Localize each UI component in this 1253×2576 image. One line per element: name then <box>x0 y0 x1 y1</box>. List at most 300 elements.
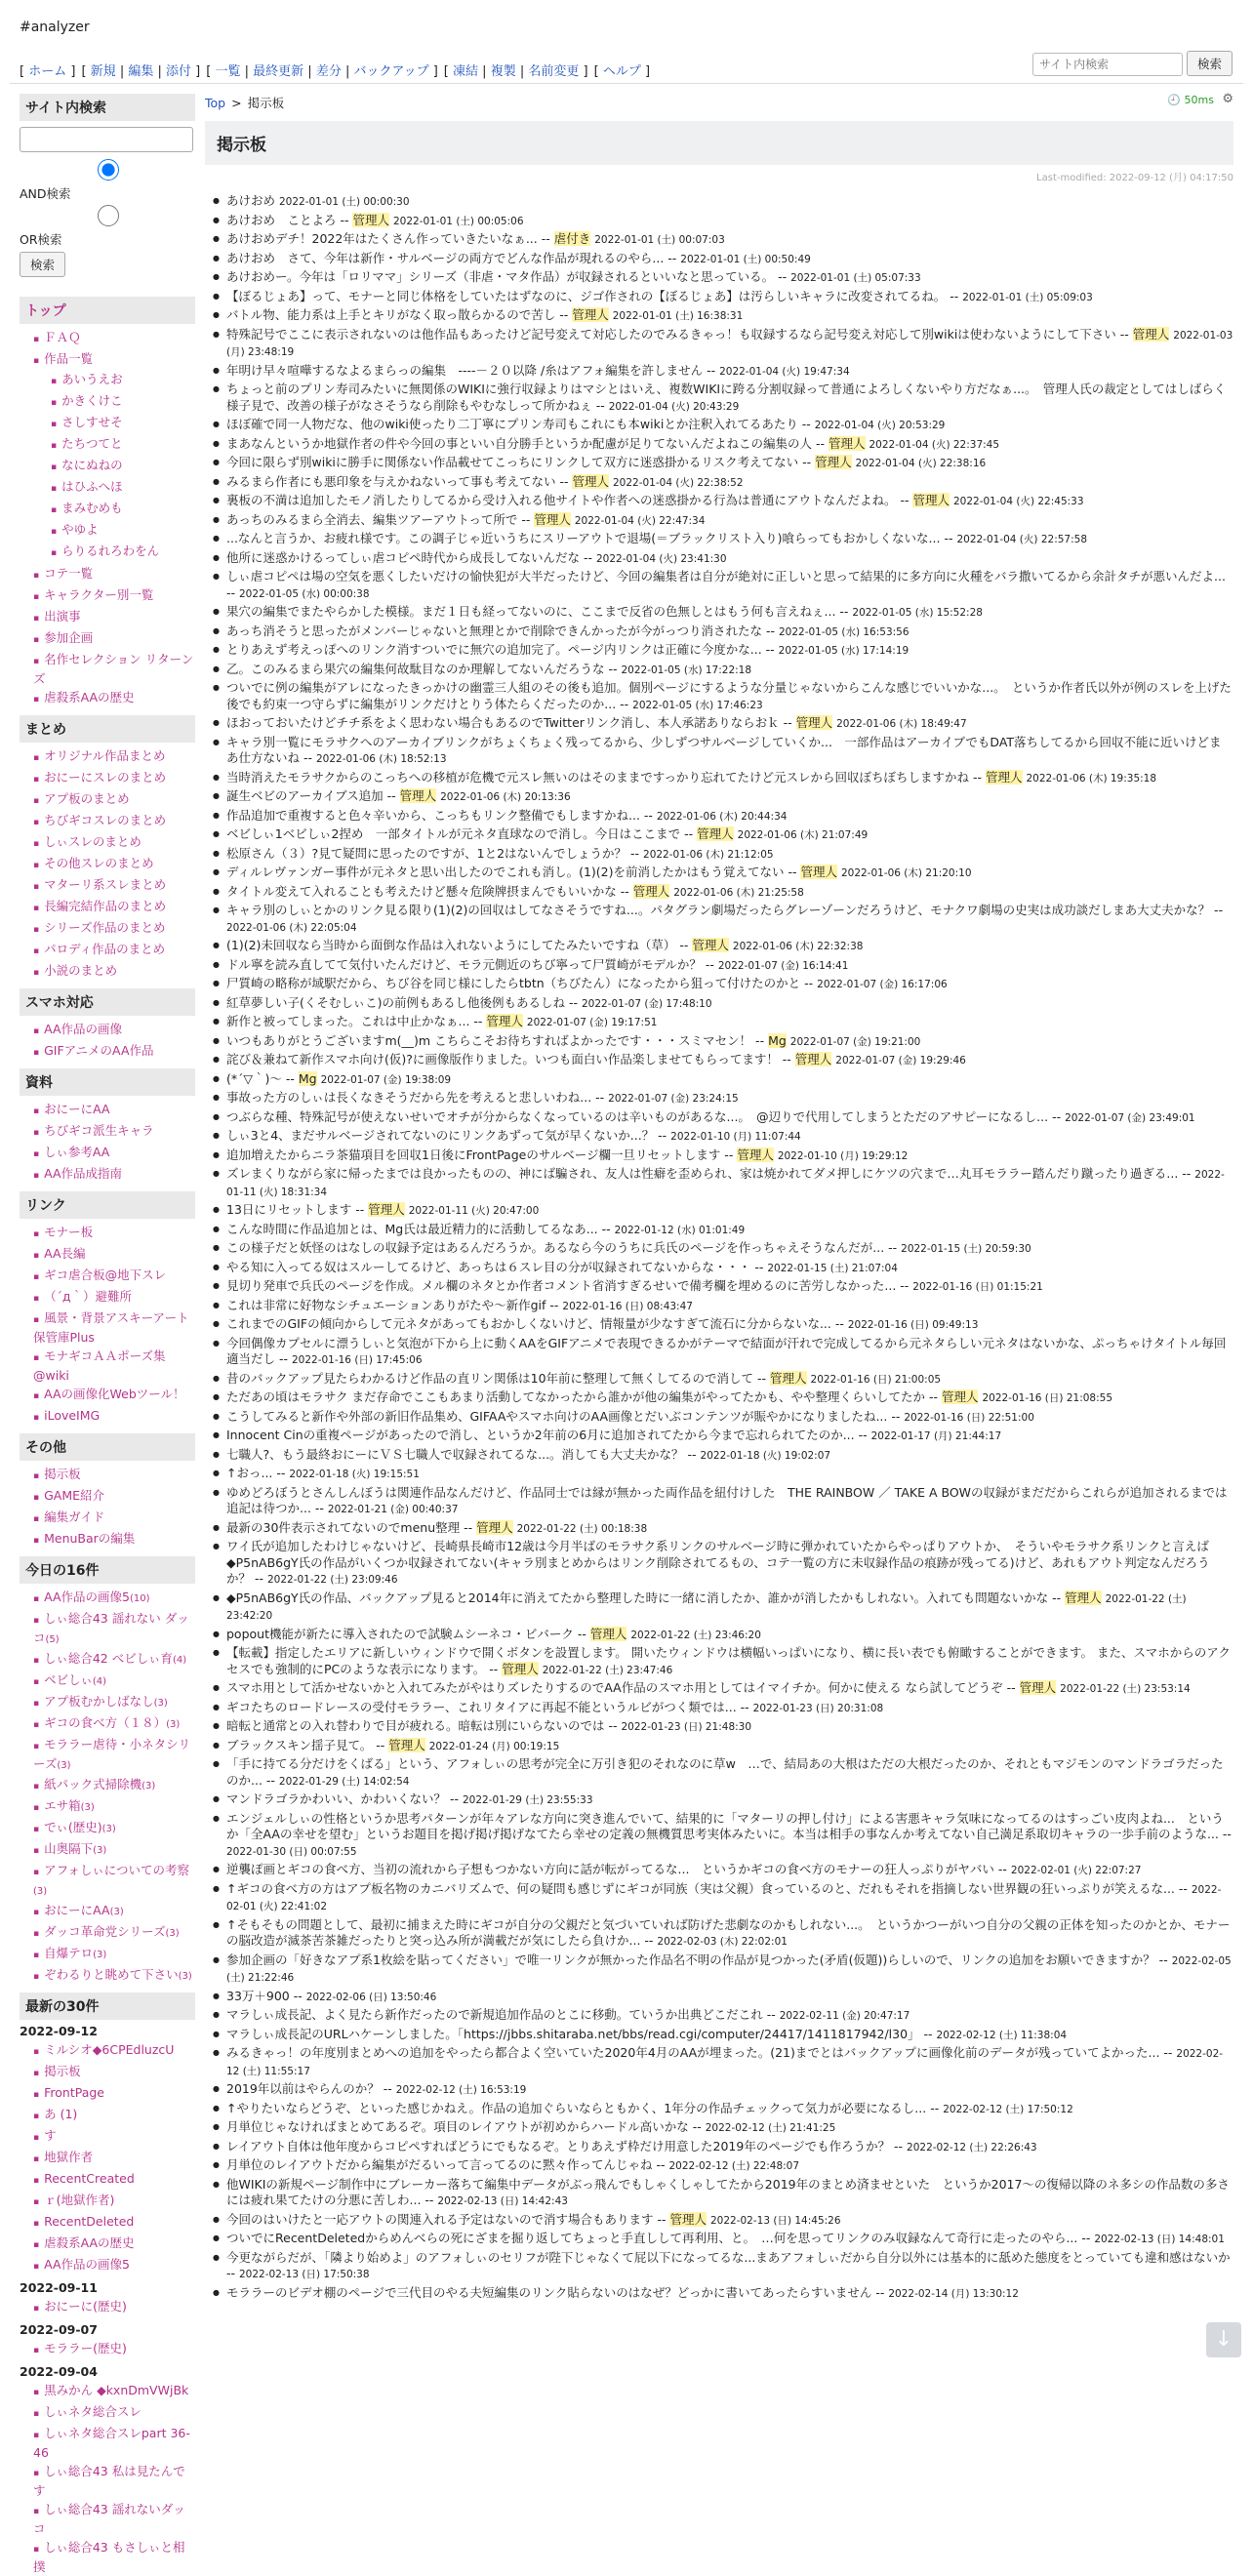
comment-item <box>226 382 1233 415</box>
comment-timestamp: 2022-01-01 (土) 16:38:31 <box>612 310 744 322</box>
comment-timestamp: 2022-01-12 (水) 01:01:49 <box>614 1224 746 1236</box>
sidebar-item <box>33 2234 195 2255</box>
commenter-name[interactable]: 虐付き <box>553 231 591 246</box>
commenter-name[interactable]: 管理人 <box>486 1014 523 1028</box>
sidebar-link[interactable]: らりるれろわをん <box>61 543 160 558</box>
site-search-button[interactable]: 検索 <box>1187 51 1233 76</box>
comment-text: ズレまくりながら家に帰ったまでは良かったものの、神にば騙され、友人は性癖を歪められ、家は焼かれてダメ押しにケツの穴まで…丸耳モララー踏んだり蹴ったり過ぎる... -- <box>226 1166 1195 1181</box>
comment-text: ほぼ確で同一人物だな、他のwiki使ったり二丁寧にプリン寿司もこれにも本wikiとか注釈入れてるあたり -- <box>226 417 815 431</box>
comment-item <box>226 231 1233 249</box>
comment-text: 七職人?、もう最終おにーにＶＳ七職人で収録されてるな...。消しても大丈夫かな？ -- <box>226 1446 701 1462</box>
commenter-name[interactable]: 管理人 <box>770 1370 807 1386</box>
menu-item-link[interactable]: 差分 <box>315 64 342 79</box>
comment-text: やる知に入ってる奴はスルーしてるけど、あっちは６スレ目の分が収録されてないからな・・・ -- <box>226 1259 768 1274</box>
comment-item <box>226 1014 1233 1031</box>
sidebar-link[interactable]: 名作セレクション リターンズ <box>33 652 194 686</box>
commenter-name[interactable]: 管理人 <box>795 715 833 730</box>
sidebar-item <box>33 688 195 709</box>
comment-timestamp: 2022-01-06 (木) 21:07:49 <box>737 829 869 841</box>
sidebar-item <box>33 2297 195 2318</box>
sidebar-link[interactable]: AA作品の画像 <box>44 1022 123 1036</box>
comment-timestamp: 2022-01-18 (火) 19:15:51 <box>289 1469 420 1480</box>
sidebar-link[interactable]: マターリ系スレまとめ <box>44 877 167 892</box>
commenter-name[interactable]: 管理人 <box>737 1147 774 1162</box>
comment-text: 【転載】指定したエリアに新しいウィンドウで開くボタンを設置します。 開いたウィンドウは横幅いっぱいになり、横に長い表でも俯瞰することができます。 また、スマホからのアクセスでも強制的にPCのような表示になります。 -- <box>226 1645 1231 1676</box>
comment-text: しぃ虐コピペは場の空気を悪くしたいだけの愉快犯が大半だったけど、今回の編集者は自分が絶対に正しいと思って結果的に多方向に火種をバラ撒いてるから余計タチが悪いんだよ... -- <box>226 569 1226 600</box>
sidebar-item <box>33 1588 195 1609</box>
comment-item <box>226 1862 1233 1879</box>
sidebar-item <box>33 1796 195 1818</box>
sidebar-link[interactable]: おにーにスレのまとめ <box>44 770 167 785</box>
menu-bar <box>20 60 656 79</box>
sidebar-link[interactable]: ベビしぃ <box>44 1672 93 1687</box>
sidebar-link[interactable]: シリーズ作品のまとめ <box>44 920 166 935</box>
sidebar-link[interactable]: ぞわるりと眺めて下さい <box>44 1967 179 1982</box>
menu-group: [ ヘルプ ] <box>593 64 651 79</box>
comment-item <box>226 1520 1233 1538</box>
sidebar-link[interactable]: ｒ(地獄作者) <box>44 2193 115 2207</box>
commenter-name[interactable]: 管理人 <box>815 455 852 469</box>
sidebar-item <box>33 1121 195 1143</box>
sidebar-link[interactable]: 掲示板 <box>44 2064 81 2078</box>
sidebar-link[interactable]: 虐殺系AAの歴史 <box>44 690 135 704</box>
comment-item <box>226 1090 1233 1107</box>
sidebar-list <box>20 1223 195 1428</box>
comment-text: 他所に迷惑かけるってしぃ虐コピペ時代から成長してないんだな -- <box>226 549 596 565</box>
comment-item <box>226 846 1233 864</box>
sidebar-link[interactable]: その他スレのまとめ <box>44 856 154 870</box>
comment-timestamp: 2022-01-15 (土) 21:07:04 <box>767 1262 898 1274</box>
sidebar-link[interactable]: モララー虐待・小ネタシリーズ <box>33 1737 191 1771</box>
comment-timestamp: 2022-01-06 (木) 22:32:38 <box>732 941 864 952</box>
comment-text: 2019年以前はやらんのか？ -- <box>226 2081 396 2096</box>
sidebar-link[interactable]: 出演事 <box>44 609 81 624</box>
comment-timestamp: 2022-01-07 (金) 16:17:06 <box>817 979 948 990</box>
sidebar-item <box>33 328 195 349</box>
sidebar-item <box>33 1839 195 1861</box>
comment-text: あけおめデチ！2022年はたくさん作っていきたいなぁ... -- <box>226 231 554 246</box>
sidebar-link[interactable]: しぃスレのまとめ <box>44 834 141 849</box>
comment-item <box>226 289 1233 306</box>
commenter-name[interactable]: 管理人 <box>589 1626 627 1641</box>
comment-timestamp: 2022-01-16 (日) 21:00:05 <box>810 1373 942 1386</box>
sidebar-link[interactable]: さしすせそ <box>61 415 123 429</box>
commenter-name[interactable]: 管理人 <box>572 307 609 322</box>
commenter-name[interactable]: 管理人 <box>669 2211 707 2227</box>
comment-text: 13日にリセットします -- <box>226 1202 369 1217</box>
comment-timestamp: 2022-01-16 (日) 22:51:00 <box>904 1411 1034 1424</box>
comment-text: 新作と被ってしまった。これは中止かなぁ... -- <box>226 1014 487 1028</box>
comment-text: ◆P5nAB6gY氏の作品、バックアップ見ると2014年に消えてたから整理した時に一緒に消したか、誰かが消したかもしれない。入れても問題ないかな -- <box>226 1590 1066 1605</box>
comment-text: 昔のバックアップ見たらわかるけど作品の直リン関係は10年前に整理して無くしてるので消して -- <box>226 1370 771 1386</box>
comment-item <box>226 1202 1233 1220</box>
comment-text: 月単位のレイアウトだから編集がだるいって言ってるのに黙々作ってんじゃね -- <box>226 2157 669 2172</box>
sidebar-link[interactable]: GIFアニメのAA作品 <box>44 1043 154 1058</box>
comment-timestamp: 2022-01-10 (月) 19:29:12 <box>777 1149 909 1162</box>
page-title: 掲示板 <box>205 121 1233 165</box>
item-count: (3) <box>178 1971 192 1982</box>
recent-date: 2022-09-07 <box>20 2322 98 2337</box>
comment-text: こうしてみると新作や外部の新旧作品集め、GIFAAやスマホ向けのAA画像とだいぶコンテンツが賑やかになりましたね... -- <box>226 1408 905 1424</box>
sidebar-link[interactable]: 長編完結作品のまとめ <box>44 899 167 913</box>
sidebar-item <box>33 1486 195 1508</box>
sidebar-link[interactable]: AA作品の画像5 <box>44 1590 131 1604</box>
sidebar-item <box>33 1164 195 1186</box>
comment-list <box>205 193 1233 2302</box>
sidebar-link[interactable]: 参加企画 <box>44 630 94 645</box>
commenter-name[interactable]: 管理人 <box>794 1052 832 1067</box>
comment-item <box>226 2045 1233 2079</box>
sidebar-link[interactable]: キャラクター別一覧 <box>44 587 154 602</box>
sidebar-link[interactable]: AA長編 <box>44 1246 86 1261</box>
comment-text: 詫び＆兼ねて新作スマホ向け(仮)?に画像版作りました。いつも面白い作品楽しませてもらってます！ -- <box>226 1052 795 1067</box>
comment-text: 追加増えたからニラ茶猫項目を回収1日後にFrontPageのサルベージ欄一旦リセットします -- <box>226 1147 738 1162</box>
comment-text: ↑おっ... -- <box>226 1466 290 1480</box>
comment-item <box>226 957 1233 975</box>
comment-item <box>226 2119 1233 2137</box>
comment-item <box>226 1447 1233 1465</box>
sidebar-link[interactable]: ちびギコ派生キャラ <box>44 1123 154 1138</box>
commenter-name[interactable]: 管理人 <box>800 865 837 879</box>
commenter-name[interactable]: Mg <box>768 1032 787 1048</box>
sidebar-item <box>33 650 195 688</box>
commenter-name[interactable]: 管理人 <box>572 473 609 489</box>
sidebar-link[interactable]: 作品一覧 <box>44 351 94 366</box>
comment-text: ついでにRecentDeletedからめんべらの死にざまを掘り返してちょっと手直しして再利用、と。 …何を思ってリンクのみ収録なんて奇行に走ったのやら... -- <box>226 2231 1095 2245</box>
comment-item <box>226 417 1233 434</box>
sidebar-link[interactable]: はひふへほ <box>61 479 123 494</box>
sidebar-link[interactable]: アプ板むかしばなし <box>44 1694 154 1709</box>
comment-item <box>226 662 1233 679</box>
sidebar-item <box>51 456 195 477</box>
sidebar-item <box>33 918 195 940</box>
sidebar-link[interactable]: パロディ作品のまとめ <box>44 942 166 956</box>
sidebar-link[interactable]: しぃネタ総合スレ <box>44 2404 141 2419</box>
item-count: (3) <box>93 1950 107 1960</box>
sidebar-link[interactable]: ギコの食べ方（１８） <box>44 1715 167 1730</box>
sidebar-link[interactable]: 山奥隔下 <box>44 1841 94 1856</box>
menu-group: [ 一覧 | 最終更新 | 差分 | バックアップ ] <box>206 64 438 79</box>
sidebar-link[interactable]: 自爆テロ <box>44 1946 94 1960</box>
menu-item-link[interactable]: ヘルプ <box>602 64 641 79</box>
sidebar-link[interactable]: オリジナル作品まとめ <box>44 748 166 763</box>
commenter-name[interactable]: 管理人 <box>692 938 729 952</box>
comment-item <box>226 1371 1233 1389</box>
comment-timestamp: 2022-02-12 (土) 22:48:07 <box>668 2160 800 2172</box>
menu-item-link[interactable]: ホーム <box>28 64 67 79</box>
site-search-input[interactable] <box>1032 53 1183 76</box>
comment-text: エンジェルしぃの性格というか思考パターンが年々アレな方向に突き進んでいて、結果的に「マターリの押し付け」による害悪キャラ気味になってるのはすっごい皮肉よね... というか「全AAの幸せを望む」というお題目を掲げ掲げ掲げなてたら幸せの定義の無機質思考実体みたいに。本当は相手の事なんか考えてない自己満足系取切キャラの一歩手前のような... -- <box>226 1810 1232 1841</box>
sidebar-item <box>33 1020 195 1041</box>
comment-text: ドル寧を読み直してて気付いたんだけど、モラ元側近のちび寧って尸質崎がモデルか？ -- <box>226 956 718 972</box>
sidebar-link[interactable]: おにーにAA <box>44 1903 110 1917</box>
sidebar-link[interactable]: す <box>44 2128 57 2143</box>
menu-item-link[interactable]: 複製 <box>490 64 516 79</box>
commenter-name[interactable]: 管理人 <box>388 1737 425 1752</box>
sidebar-link[interactable]: モララー(歴史) <box>44 2341 127 2355</box>
comment-text: しぃ3と4、まだサルベージされてないのにリンクあずって気が早くないか...？ -- <box>226 1128 671 1143</box>
sidebar-item <box>33 1308 195 1347</box>
sidebar-list <box>20 1465 195 1550</box>
comment-timestamp: 2022-02-13 (日) 14:45:26 <box>709 2214 841 2227</box>
comment-text: 乙。このみるまら果穴の編集何故駄目なのか理解してないんだろうな -- <box>226 661 622 676</box>
comment-text: 今回に限らず別wikiに勝手に関係ない作品載せてこっちにリンクして双方に迷惑掛かるリスク考えてない -- <box>226 455 816 469</box>
comment-item <box>226 213 1233 230</box>
sidebar-item <box>33 1406 195 1428</box>
sidebar-item <box>33 1287 195 1308</box>
comment-item <box>226 1260 1233 1277</box>
sidebar-link[interactable]: まみむめも <box>61 501 123 515</box>
sidebar-link[interactable]: しぃ総合43 謡れないダッコ <box>33 2502 185 2536</box>
sidebar-link[interactable]: 紙パック式掃除機 <box>44 1777 142 1791</box>
commenter-name[interactable]: 管理人 <box>399 788 437 803</box>
comment-timestamp: 2022-01-06 (木) 20:13:36 <box>440 791 571 803</box>
commenter-name[interactable]: 管理人 <box>502 1661 539 1676</box>
sidebar-link[interactable]: 地獄作者 <box>44 2150 94 2164</box>
comment-timestamp: 2022-01-04 (火) 22:57:58 <box>956 534 1087 545</box>
commenter-name[interactable]: 管理人 <box>1132 326 1170 342</box>
sidebar-link[interactable]: しぃ総合43 もさしぃと相撲 <box>33 2540 185 2574</box>
comment-item <box>226 2177 1233 2210</box>
sidebar-item <box>33 607 195 628</box>
sidebar-heading: 資料 <box>20 1068 195 1096</box>
scroll-top-arrow-icon[interactable]: ↓ <box>1206 2322 1241 2357</box>
sidebar-list <box>20 328 195 709</box>
sidebar-link[interactable]: ギコ虐合板@地下スレ <box>44 1268 167 1282</box>
commenter-name[interactable]: 管理人 <box>632 883 670 899</box>
commenter-name[interactable]: 管理人 <box>1019 1680 1057 1695</box>
sidebar-link[interactable]: あ (1) <box>44 2107 78 2121</box>
sidebar-item <box>33 1713 195 1735</box>
sidebar-link[interactable]: ちびギコスレのまとめ <box>44 813 167 827</box>
comment-timestamp: 2022-01-07 (金) 17:48:10 <box>581 997 712 1010</box>
sidebar-item <box>51 434 195 456</box>
sidebar <box>20 94 195 2576</box>
commenter-name[interactable]: 管理人 <box>941 1389 979 1404</box>
sidebar-link[interactable]: 虐殺系AAの歴史 <box>44 2235 135 2250</box>
comment-text: これは非常に好物なシチュエーションありがたや～新作gif -- <box>226 1297 563 1312</box>
comment-item <box>226 2157 1233 2175</box>
sidebar-link[interactable]: しぃネタ総合スレpart 36-46 <box>33 2426 190 2460</box>
comment-item <box>226 2101 1233 2118</box>
comment-timestamp: 2022-02-01 (火) 22:07:27 <box>1010 1865 1142 1876</box>
sidebar-item <box>33 1385 195 1406</box>
sidebar-item <box>33 2083 195 2105</box>
menu-item-link[interactable]: 新規 <box>90 64 116 79</box>
comment-item <box>226 1680 1233 1698</box>
comment-timestamp: 2022-02-13 (日) 14:48:01 <box>1094 2234 1225 2245</box>
comment-timestamp: 2022-01-18 (火) 19:02:07 <box>700 1449 831 1462</box>
comment-timestamp: 2022-01-06 (木) 21:12:05 <box>643 848 774 861</box>
comment-timestamp: 2022-01-22 (土) 23:53:14 <box>1060 1683 1191 1695</box>
sidebar-search-button[interactable]: 検索 <box>20 252 65 277</box>
comment-timestamp: 2022-01-04 (火) 22:47:34 <box>574 514 706 527</box>
sidebar-link[interactable]: たちつてと <box>61 436 123 451</box>
sidebar-link[interactable]: ダッコ革命党シリーズ <box>44 1924 166 1939</box>
comment-text: つぶらな種、特殊記号が使えないせいでオチが分からなくなっているのは辛いものがあるな...。 @辺りで代用してしまうとただのアサピーになるし... -- <box>226 1108 1066 1124</box>
comment-text: 逆襲ぽ画とギコの食べ方、当初の流れから子想もつかない方向に話が転がってるな... というかギコの食べ方のモナーの狂人っぷりがヤバい -- <box>226 1862 1011 1876</box>
menu-item-link[interactable]: 凍結 <box>453 64 479 79</box>
sidebar-item <box>33 2148 195 2169</box>
comment-timestamp: 2022-01-06 (木) 19:35:18 <box>1026 772 1157 785</box>
comment-item <box>226 2285 1233 2303</box>
comment-timestamp: 2022-01-29 (土) 14:02:54 <box>278 1775 410 1788</box>
comment-timestamp: 2022-01-04 (火) 20:53:29 <box>814 420 946 431</box>
comment-text: ちょっと前のプリン寿司みたいに無関係のWIKIに強行収録よりはマシとはいえ、複数WIKIに跨る分割収録って普通によろしくないやり方だなぁ...。 管理人氏の裁定としてはしばらく様子見で、改善の様子がなさそうなら削除もやむなしって所かねぇ -- <box>226 382 1227 413</box>
menu-group: [ 新規 | 編集 | 添付 ] <box>81 64 201 79</box>
comment-text: まあなんというか地獄作者の件や今回の事といい自分勝手というか配慮が足りてないんだよねこの編集の人 -- <box>226 435 829 451</box>
comment-timestamp: 2022-01-22 (土) 23:09:46 <box>266 1574 398 1586</box>
comment-text: この様子だと妖怪のはなしの収録予定はあるんだろうか。あるなら今のうちに兵氏のページを作っちゃえそうなんだが... -- <box>226 1240 902 1255</box>
and-search-radio[interactable] <box>24 159 192 181</box>
comment-timestamp: 2022-01-04 (火) 22:45:33 <box>952 496 1084 507</box>
comment-item <box>226 1952 1233 1987</box>
sidebar-link[interactable]: 掲示板 <box>44 1467 81 1481</box>
gear-icon[interactable]: ⚙ <box>1222 92 1233 106</box>
sidebar-link[interactable]: ミルシオ◆6CPEdluzcU <box>44 2042 175 2057</box>
sidebar-link[interactable]: おにーに(歴史) <box>44 2299 127 2314</box>
comment-item <box>226 1222 1233 1239</box>
sidebar-item <box>51 542 195 563</box>
sidebar-link[interactable]: AA作品の画像5 <box>44 2257 131 2272</box>
commenter-name[interactable]: 管理人 <box>1065 1590 1102 1605</box>
comment-item <box>226 1485 1233 1518</box>
comment-item <box>226 363 1233 381</box>
comment-text: 事故った方のしぃは長くなきそうだから先を考えると悲しいわね... -- <box>226 1090 609 1105</box>
sidebar-link[interactable]: やゆよ <box>61 522 99 537</box>
sidebar-link[interactable]: RecentCreated <box>44 2171 135 2186</box>
sidebar-item <box>33 349 195 564</box>
sidebar-link[interactable]: 小説のまとめ <box>44 963 118 978</box>
render-speed: 🕘 50ms <box>1167 94 1214 106</box>
sidebar-item <box>33 1347 195 1385</box>
sidebar-list <box>20 1020 195 1063</box>
comment-timestamp: 2022-01-05 (水) 17:46:23 <box>632 699 763 711</box>
comment-timestamp: 2022-01-29 (土) 23:55:33 <box>462 1794 593 1806</box>
sidebar-link[interactable]: かきくけこ <box>61 393 123 408</box>
comment-timestamp: 2022-01-01 (土) 00:05:06 <box>392 215 524 227</box>
sidebar-item <box>33 1244 195 1266</box>
sidebar-link[interactable]: 風景・背景アスキーアート保管庫Plus <box>33 1310 189 1345</box>
comment-text: ただあの頃はモラサク まだ存命でここもあまり活動してなかったから誰かが他の編集がやってたかも、やや整理くらいしてたか -- <box>226 1389 942 1404</box>
sidebar-link[interactable]: しぃ総合43 謡れない ダッコ <box>33 1611 189 1645</box>
commenter-name[interactable]: 管理人 <box>476 1519 513 1535</box>
comment-timestamp: 2022-01-04 (火) 22:38:16 <box>855 458 987 469</box>
sidebar-link[interactable]: でぃ(歴史) <box>44 1820 102 1834</box>
sidebar-heading: 最新の30件 <box>20 1992 195 2020</box>
sidebar-link[interactable]: おにーにAA <box>44 1102 110 1116</box>
commenter-name[interactable]: 管理人 <box>912 493 950 507</box>
sidebar-item <box>33 768 195 789</box>
sidebar-link[interactable]: 黒みかん ◆kxnDmVWjBk <box>44 2383 189 2397</box>
comment-text: ゆめどろぼうとさんしんぼうは関連作品なんだけど、作品同士では縁が無かった両作品を紐付けした THE RAINBOW ／ TAKE A BOWの収録がまだだからこれらが追加されるまでは追記は待つか... -- <box>226 1484 1228 1515</box>
comment-text: 33万＋900 -- <box>226 1988 306 2003</box>
sidebar-link[interactable]: なにぬねの <box>61 458 123 472</box>
comment-text: こんな時間に作品追加とは、Mg氏は最近精力的に活動してるなあ... -- <box>226 1221 615 1236</box>
sidebar-link[interactable]: ＦＡＱ <box>44 330 81 344</box>
sidebar-link[interactable]: AA作品成指南 <box>44 1166 123 1181</box>
comment-timestamp: 2022-02-12 (土) 11:55:17 <box>226 2048 1224 2077</box>
sidebar-link[interactable]: モナギコＡＡポーズ集@wiki <box>33 1348 166 1383</box>
commenter-name[interactable]: 管理人 <box>985 769 1023 785</box>
item-count: (5) <box>45 1634 60 1645</box>
comment-timestamp: 2022-01-06 (木) 21:25:58 <box>673 886 804 899</box>
sidebar-link[interactable]: コテ一覧 <box>44 566 94 581</box>
comment-text: マンドラゴラかわいい、かわいくない？ -- <box>226 1791 463 1806</box>
comment-item <box>226 269 1233 287</box>
comment-text: あっち消そうと思ったがメンバーじゃないと無理とかで削除できんかったが今がっつり消されたな -- <box>226 623 779 638</box>
sidebar-link[interactable]: エサ箱 <box>44 1798 81 1813</box>
comment-text: (1)(2)未回収なら当時から面倒な作品は入れないようにしてたみたいですね（草） -- <box>226 938 693 952</box>
sidebar-link[interactable]: FrontPage <box>44 2085 104 2100</box>
sidebar-link[interactable]: しぃ参考AA <box>44 1145 110 1159</box>
comment-timestamp: 2022-02-12 (土) 22:26:43 <box>907 2141 1037 2153</box>
commenter-name[interactable]: 管理人 <box>828 435 866 451</box>
sidebar-link[interactable]: RecentDeleted <box>44 2214 135 2229</box>
comment-item <box>226 1466 1233 1483</box>
menu-item-link[interactable]: 一覧 <box>215 64 241 79</box>
menu-item-link[interactable]: 名前変更 <box>528 64 580 79</box>
comment-item <box>226 770 1233 787</box>
sidebar-link[interactable]: AAの画像化Webツール！ <box>44 1387 185 1401</box>
sidebar-link[interactable]: GAME紹介 <box>44 1488 105 1503</box>
commenter-name[interactable]: 管理人 <box>534 511 571 527</box>
sidebar-list <box>33 370 195 563</box>
comment-timestamp: 2022-01-22 (土) 00:18:38 <box>516 1522 648 1535</box>
or-search-radio[interactable] <box>24 205 192 226</box>
sidebar-link[interactable]: あいうえお <box>61 372 123 386</box>
sidebar-link[interactable]: モナー板 <box>44 1225 94 1239</box>
comment-text: バトル物、能力系は上手とキリがなく取っ散らかるので苦し -- <box>226 307 573 322</box>
comment-timestamp: 2022-01-22 (土) 23:47:46 <box>542 1664 673 1676</box>
sidebar-link[interactable]: 編集ガイド <box>44 1509 105 1524</box>
sidebar-link[interactable]: アプ板のまとめ <box>44 791 130 806</box>
menu-item-link[interactable]: バックアップ <box>353 64 429 79</box>
menu-item-link[interactable]: 最終更新 <box>253 64 304 79</box>
sidebar-item <box>33 1465 195 1486</box>
sidebar-link[interactable]: MenuBarの編集 <box>44 1531 136 1546</box>
comment-text: 年明け早々喧嘩するなよるまらっの編集 ----－２０以降 /糸はアフォ編集を許しません -- <box>226 362 720 378</box>
comment-text: 【ぼるじょあ】って、モナーと同じ体格をしていたはずなのに、ジゴ作されの【ぼるじょあ】は汚らしいキャラに改変されてるね。 -- <box>226 288 963 303</box>
comment-timestamp: 2022-02-14 (月) 13:30:12 <box>888 2287 1019 2300</box>
comment-text: レイアウト自体は他年度からコピペすればどうにでもなるぞ。とりあえず枠だけ用意した2019年のページでも作ろうか？ -- <box>226 2138 908 2153</box>
sidebar-link[interactable]: iLoveIMG <box>44 1408 101 1423</box>
commenter-name[interactable]: 管理人 <box>352 212 389 227</box>
commenter-name[interactable]: Mg <box>298 1070 317 1086</box>
menu-item-link[interactable]: 編集 <box>128 64 154 79</box>
sidebar-link[interactable]: （´д｀）避難所 <box>44 1289 133 1304</box>
commenter-name[interactable]: 管理人 <box>697 826 734 841</box>
comment-text: 暗転と通常との入れ替わりで目が疲れる。暗転は別にいらないのでは -- <box>226 1718 622 1733</box>
breadcrumb-top-link[interactable]: Top <box>205 96 226 110</box>
comment-item <box>226 1428 1233 1445</box>
menu-item-link[interactable]: 添付 <box>166 64 192 79</box>
comment-timestamp: 2022-01-15 (土) 20:59:30 <box>901 1243 1031 1255</box>
sidebar-item <box>33 1143 195 1164</box>
sidebar-link[interactable]: アフォしぃについての考察 <box>44 1863 189 1877</box>
comment-item <box>226 455 1233 472</box>
menu-group: [ ホーム ] <box>20 64 76 79</box>
sidebar-search-input[interactable] <box>20 127 193 152</box>
sidebar-item <box>33 897 195 918</box>
sidebar-item <box>33 1861 195 1901</box>
comment-text: ほおっておいたけどチチ系をよく思わない場合もあるのでTwitterリンク消し、本人承諾ありならおｋ -- <box>226 715 796 730</box>
commenter-name[interactable]: 管理人 <box>368 1202 405 1217</box>
comment-timestamp: 2022-01-16 (日) 21:08:55 <box>982 1392 1112 1404</box>
sidebar-link[interactable]: しぃ総合43 私は見たんです <box>33 2464 185 2498</box>
sidebar-link[interactable]: しぃ総合42 べビしぃ育 <box>44 1651 173 1666</box>
comment-item <box>226 327 1233 361</box>
